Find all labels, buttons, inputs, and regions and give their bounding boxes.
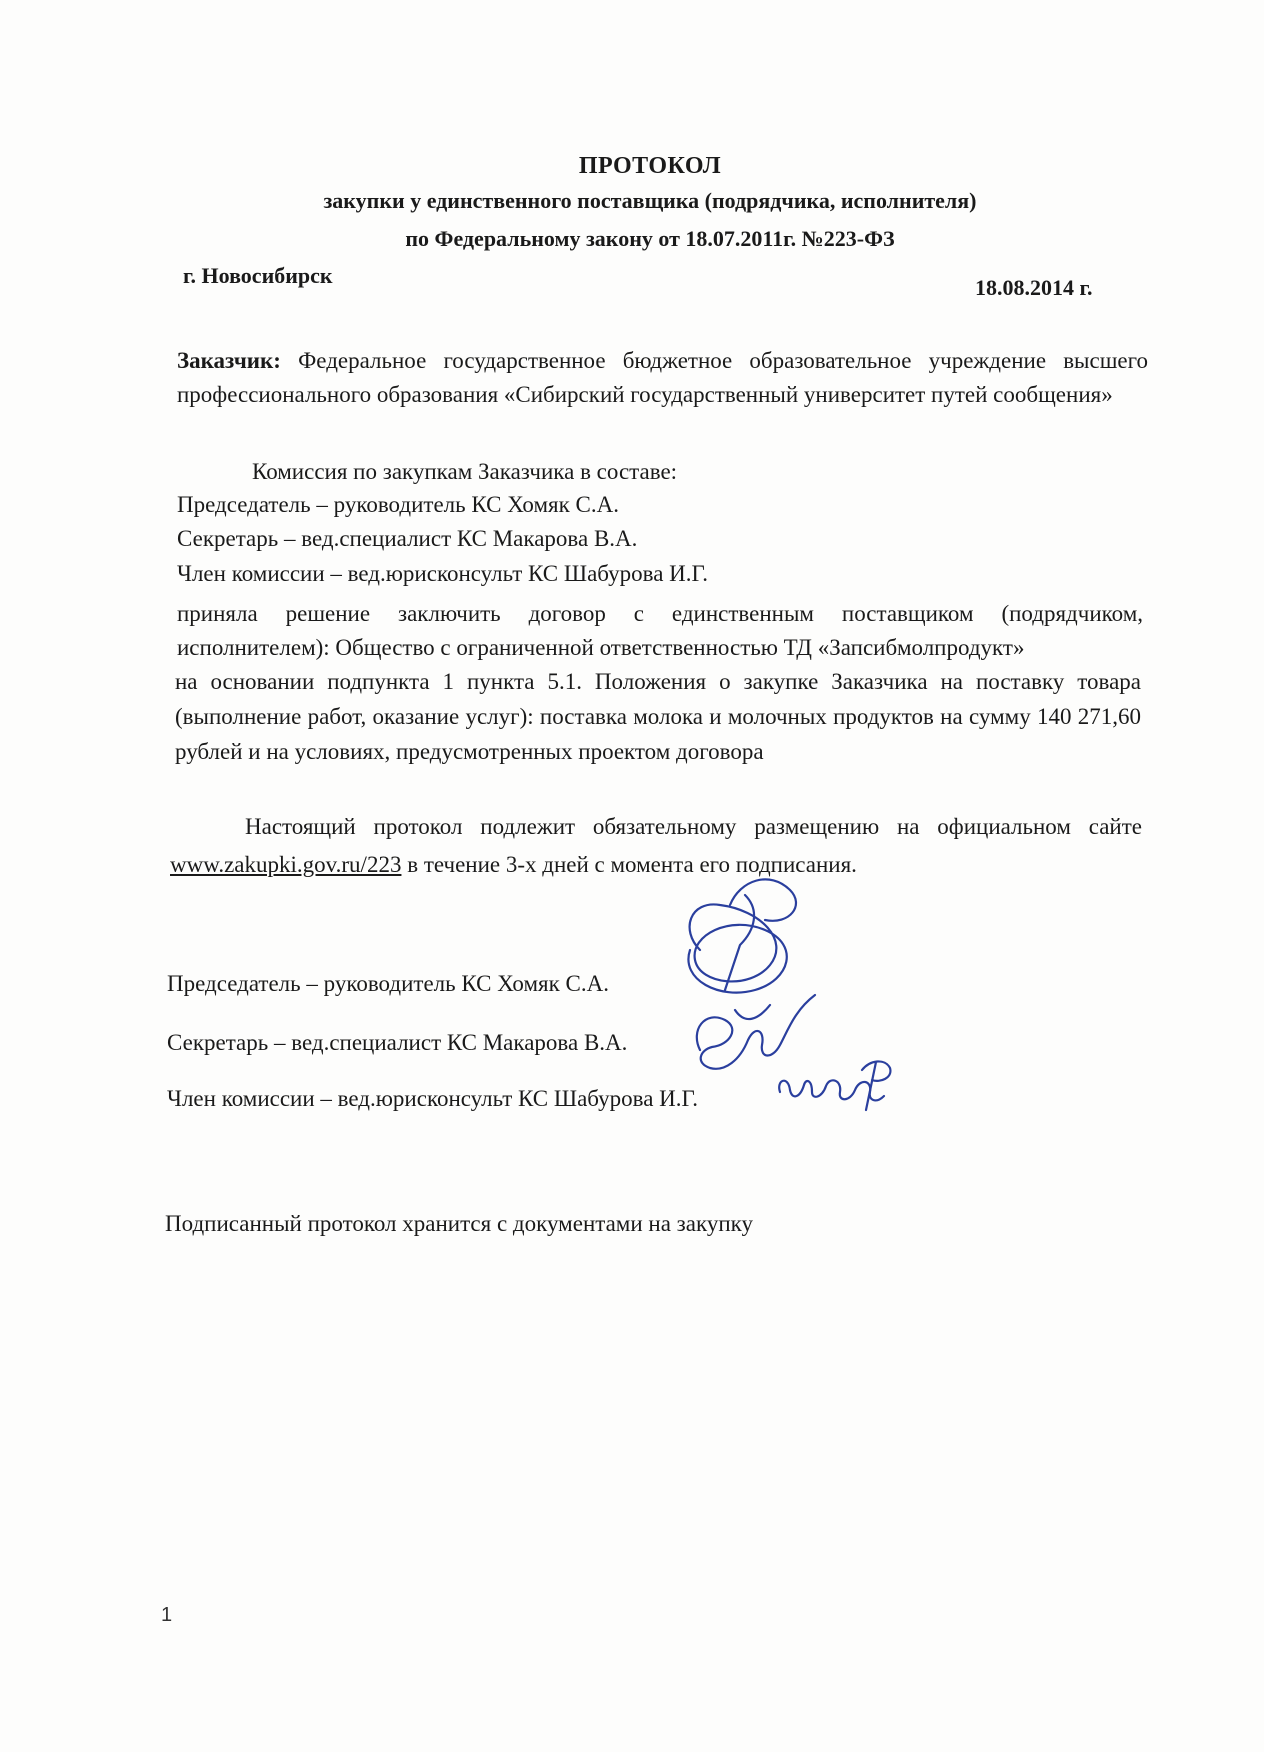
document-title: ПРОТОКОЛ (578, 153, 722, 179)
signature-member (779, 1080, 884, 1100)
page-number: 1 (161, 1604, 173, 1626)
basis-paragraph: на основании подпункта 1 пункта 5.1. Положения о закупке Заказчика на поставку товара (выполнение работ, оказание услуг): поставка молока и молочных продуктов на сумму 140 271,60 рублей и на условиях, предусмотренных проектом договора (175, 669, 1141, 764)
signature-line-member: Член комиссии – вед.юрисконсульт КС Шабурова И.Г. (167, 1086, 698, 1111)
publication-paragraph (170, 808, 1142, 884)
signature-secretary (697, 995, 815, 1069)
signature-line-chairman: Председатель – руководитель КС Хомяк С.А. (167, 971, 609, 996)
signature-line-secretary: Секретарь – вед.специалист КС Макарова В.А. (167, 1030, 628, 1055)
document-subtitle-line-1: закупки у единственного поставщика (подрядчика, исполнителя) (323, 188, 977, 213)
customer-label: Заказчик: (177, 348, 281, 373)
commission-intro: Комиссия по закупкам Заказчика в составе: (252, 459, 678, 484)
commission-secretary: Секретарь – вед.специалист КС Макарова В.А. (177, 526, 638, 551)
document-date: 18.08.2014 г. (975, 275, 1093, 300)
decision-paragraph: приняла решение заключить договор с единственным поставщиком (подрядчиком, исполнителем): Общество с ограниченной ответственностью ТД «Запсибмолпродукт» (177, 601, 1143, 660)
signature-chairman (688, 879, 796, 992)
stored-note: Подписанный протокол хранится с документами на закупку (165, 1211, 753, 1236)
document-subtitle-line-2: по Федеральному закону от 18.07.2011г. №223-ФЗ (405, 226, 895, 251)
zakupki-link[interactable]: www.zakupki.gov.ru/223 (170, 852, 402, 877)
customer-text: Федеральное государственное бюджетное образовательное учреждение высшего профессионального образования «Сибирский государственный университет путей сообщения» (177, 348, 1148, 407)
customer-paragraph (177, 344, 1148, 412)
commission-chairman: Председатель – руководитель КС Хомяк С.А. (177, 492, 619, 517)
commission-member: Член комиссии – вед.юрисконсульт КС Шабурова И.Г. (177, 561, 708, 586)
city-label: г. Новосибирск (183, 263, 333, 288)
publication-text-before: Настоящий протокол подлежит обязательному размещению на официальном сайте (245, 814, 1142, 839)
publication-text-after: в течение 3-х дней с момента его подписания. (407, 852, 857, 877)
